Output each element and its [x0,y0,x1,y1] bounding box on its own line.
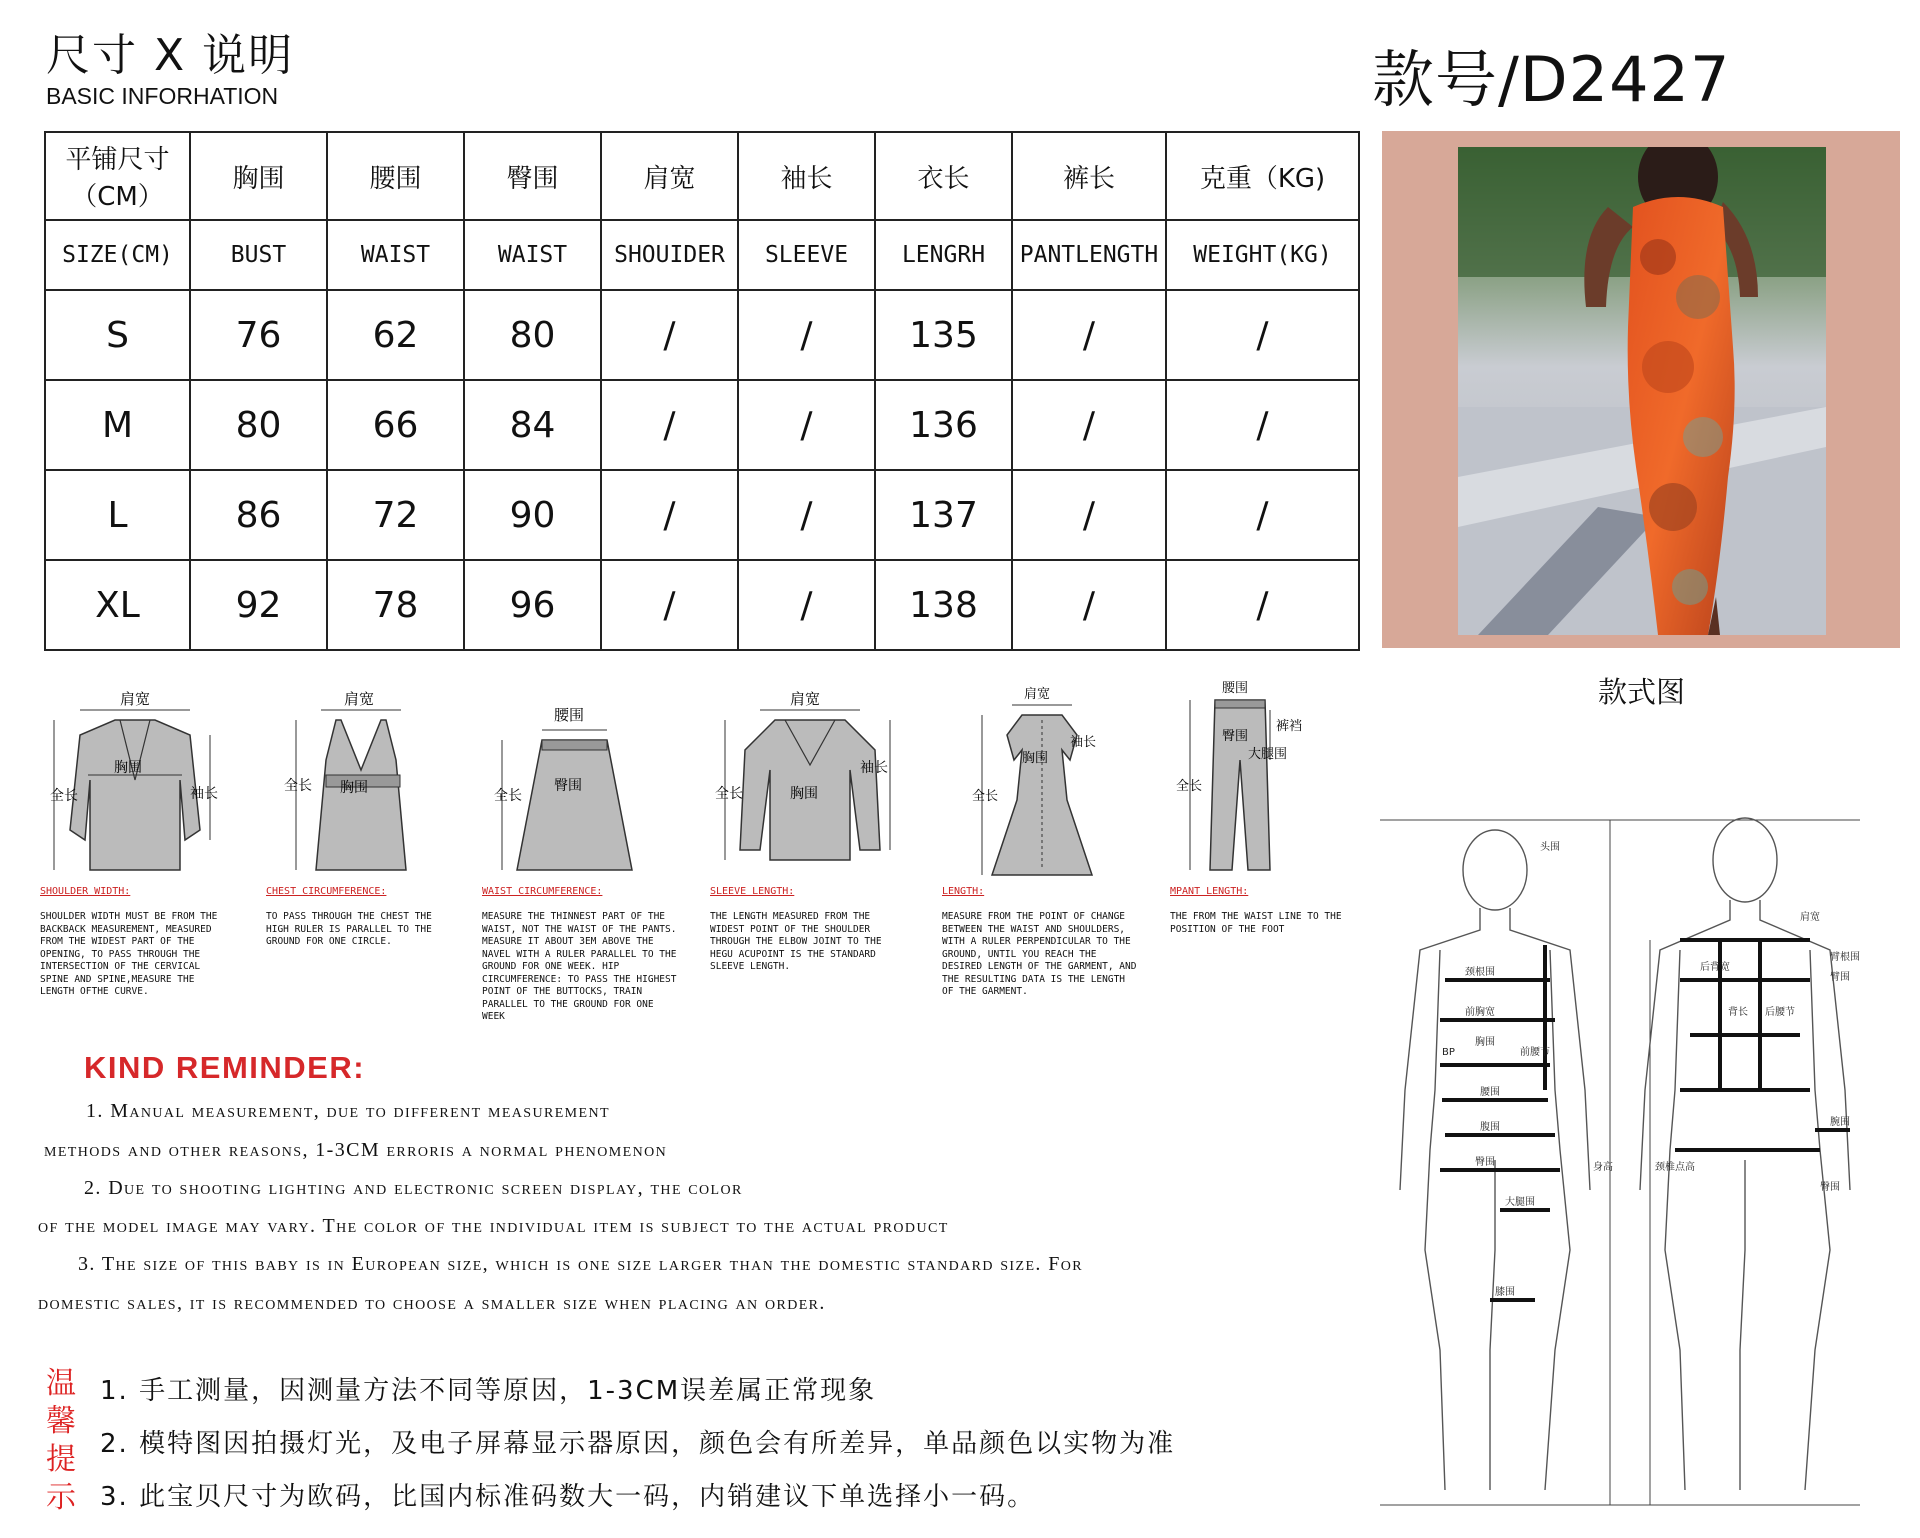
table-cell: 80 [190,380,327,470]
diagram-title: SHOULDER WIDTH: [40,886,131,897]
header-cell: 袖长 [738,132,875,220]
header-cell: SHOUIDER [601,220,738,290]
table-cell: / [601,560,738,650]
table-cell: 76 [190,290,327,380]
table-cell: XL [45,560,190,650]
svg-text:BP: BP [1442,1047,1455,1058]
table-cell: 72 [327,470,464,560]
table-cell: / [1166,470,1359,560]
reminder-title: KIND REMINDER: [84,1050,366,1085]
svg-text:臀围: 臀围 [554,778,582,794]
svg-text:肩宽: 肩宽 [344,690,375,708]
svg-text:袖长: 袖长 [860,760,888,776]
svg-text:身高: 身高 [1593,1162,1613,1173]
cn-reminder-label: 温馨提示 [46,1366,76,1515]
table-cell: 84 [464,380,601,470]
cn-reminder-line: 2. 模特图因拍摄灯光，及电子屏幕显示器原因，颜色会有所差异，单品颜色以实物为准 [100,1429,1176,1459]
skirt-icon [482,680,682,880]
svg-text:裤裆: 裤裆 [1276,719,1303,734]
svg-text:袖长: 袖长 [1070,735,1097,750]
body-measurement-figure [1360,790,1880,1525]
jacket-icon [40,680,230,880]
svg-text:全长: 全长 [972,789,999,804]
svg-text:腕围: 腕围 [1830,1117,1850,1128]
diagram-waist [482,680,682,1024]
table-cell: 96 [464,560,601,650]
table-cell: 80 [464,290,601,380]
reminder-line: of the model image may vary. The color of the individual item is subject to the actual product [38,1215,949,1237]
svg-text:胸围: 胸围 [1022,751,1049,766]
diagram-desc: MEASURE FROM THE POINT OF CHANGE BETWEEN THE WAIST AND SHOULDERS, WITH A RULER PERPENDICULAR TO THE GROUND, UNTIL YOU REACH THE DESIRED LENGTH OF THE GARMENT, AND THE RESULTING DATA IS THE LENGTH OF THE GARMENT. [942,911,1137,997]
header-cell: 胸围 [190,132,327,220]
diagram-shoulder-width [40,680,230,999]
svg-text:胸围: 胸围 [114,760,142,776]
diagram-desc: THE FROM THE WAIST LINE TO THE POSITION OF THE FOOT [1170,911,1342,935]
long-sleeve-top-icon [710,680,910,880]
table-cell: / [1012,380,1166,470]
header-cell: 肩宽 [601,132,738,220]
table-row [45,290,1359,380]
header-cell: 臀围 [464,132,601,220]
svg-text:后腰节: 后腰节 [1765,1007,1795,1018]
header-cell: 裤长 [1012,132,1166,220]
diagram-title: MPANT LENGTH: [1170,886,1249,897]
table-cell: 137 [875,470,1012,560]
svg-text:颈根围: 颈根围 [1465,967,1495,978]
svg-text:前胸宽: 前胸宽 [1465,1007,1495,1018]
table-cell: / [1012,470,1166,560]
svg-text:全长: 全长 [1176,779,1203,794]
table-cell: / [601,290,738,380]
cn-reminder-line: 3. 此宝贝尺寸为欧码，比国内标准码数大一码，内销建议下单选择小一码。 [100,1482,1036,1512]
svg-text:腰围: 腰围 [1480,1087,1500,1098]
svg-text:颈椎点高: 颈椎点高 [1655,1162,1695,1173]
header-cell: SLEEVE [738,220,875,290]
header-cell: WEIGHT(KG) [1166,220,1359,290]
svg-text:膝围: 膝围 [1495,1287,1515,1298]
table-header-cn [45,132,1359,220]
page-title: 尺寸 X 说明 [46,30,295,81]
table-row [45,560,1359,650]
table-cell: 66 [327,380,464,470]
header-cell: BUST [190,220,327,290]
header-cell: 克重（KG) [1166,132,1359,220]
photo-caption: 款式图 [1598,675,1686,709]
page-subtitle: BASIC INFORHATION [46,83,279,109]
table-cell: M [45,380,190,470]
svg-text:头围: 头围 [1540,842,1560,853]
header-cell: SIZE(CM) [45,220,190,290]
tank-top-icon [266,680,456,880]
table-cell: / [738,380,875,470]
table-cell: / [1012,290,1166,380]
size-table [44,131,1360,651]
diagram-pant-length [1170,680,1370,936]
svg-text:全长: 全长 [494,788,522,804]
header-cell: 衣长 [875,132,1012,220]
table-cell: / [1166,290,1359,380]
table-cell: 138 [875,560,1012,650]
table-cell: 62 [327,290,464,380]
reminder-line: methods and other reasons, 1-3CM erroris a normal phenomenon [44,1139,668,1161]
body-diagram-icon [1360,790,1880,1525]
reminder-line: 1. Manual measurement, due to different measurement [86,1100,610,1122]
svg-text:臀围: 臀围 [1475,1157,1495,1168]
header-cell: 腰围 [327,132,464,220]
diagram-desc: MEASURE THE THINNEST PART OF THE WAIST, NOT THE WAIST OF THE PANTS. MEASURE IT ABOUT 3EM ABOVE THE NAVEL WITH A RULER PARALLEL TO THE GROUND FOR ONE WEEK. HIP CIRCUMFERENCE: TO PASS THE HIGHEST POINT OF THE BUTTOCKS, TRAIN PARALLEL TO THE GROUND FOR ONE WEEK [482,911,677,1022]
table-cell: 78 [327,560,464,650]
svg-text:大腿围: 大腿围 [1505,1197,1535,1208]
svg-text:背长: 背长 [1728,1007,1748,1018]
svg-text:腹围: 腹围 [1480,1122,1500,1133]
table-row [45,470,1359,560]
table-row [45,380,1359,470]
table-cell: / [738,290,875,380]
diagram-desc: TO PASS THROUGH THE CHEST THE HIGH RULER IS PARALLEL TO THE GROUND FOR ONE CIRCLE. [266,911,432,947]
cn-reminder-line: 1. 手工测量，因测量方法不同等原因，1-3CM误差属正常现象 [100,1376,877,1406]
header-cell: WAIST [464,220,601,290]
header-cell: 平铺尺寸（CM） [45,132,190,220]
svg-text:前腰节: 前腰节 [1520,1047,1550,1058]
reminder-line: 2. Due to shooting lighting and electronic screen display, the color [84,1177,743,1199]
svg-text:袖长: 袖长 [190,786,218,802]
svg-text:全长: 全长 [50,788,78,804]
table-header-en [45,220,1359,290]
table-cell: 86 [190,470,327,560]
diagram-desc: SHOULDER WIDTH MUST BE FROM THE BACKBACK MEASUREMENT, MEASURED FROM THE WIDEST PART OF THE OPENING, TO PASS THROUGH THE INTERSECTION OF THE CERVICAL SPINE AND SPINE,MEASURE THE LENGTH OFTHE CURVE. [40,911,218,997]
diagram-length [942,680,1142,999]
table-cell: L [45,470,190,560]
table-cell: 135 [875,290,1012,380]
header-cell: PANTLENGTH [1012,220,1166,290]
table-cell: 90 [464,470,601,560]
svg-text:肩宽: 肩宽 [1800,912,1820,923]
diagram-sleeve [710,680,910,974]
table-cell: / [601,470,738,560]
table-cell: / [1166,380,1359,470]
table-cell: / [1166,560,1359,650]
diagram-title: LENGTH: [942,886,985,897]
svg-text:腰围: 腰围 [1222,681,1249,696]
diagram-title: CHEST CIRCUMFERENCE: [266,886,387,897]
table-cell: / [738,560,875,650]
svg-text:臂根围: 臂根围 [1830,952,1860,963]
svg-text:后背宽: 后背宽 [1700,962,1730,973]
svg-text:肩宽: 肩宽 [120,690,151,708]
svg-text:胸围: 胸围 [1475,1037,1495,1048]
diagram-chest [266,680,456,949]
svg-text:胸围: 胸围 [340,780,368,796]
table-cell: 136 [875,380,1012,470]
header-cell: LENGRH [875,220,1012,290]
table-cell: / [601,380,738,470]
reminder-line: domestic sales, it is recommended to choose a smaller size when placing an order. [38,1292,826,1314]
diagram-desc: THE LENGTH MEASURED FROM THE WIDEST POINT OF THE SHOULDER THROUGH THE ELBOW JOINT TO THE HEGU ACUPOINT IS THE STANDARD SLEEVE LENGTH. [710,911,882,972]
svg-text:胸围: 胸围 [790,786,818,802]
svg-text:臂围: 臂围 [1830,972,1850,983]
svg-text:肩宽: 肩宽 [1024,687,1051,702]
svg-text:大腿围: 大腿围 [1248,747,1288,762]
model-dress-image [1458,147,1826,635]
table-cell: S [45,290,190,380]
dress-icon [942,680,1142,880]
table-cell: / [738,470,875,560]
style-number: 款号/D2427 [1372,43,1731,116]
table-cell: / [1012,560,1166,650]
diagram-title: SLEEVE LENGTH: [710,886,795,897]
diagram-title: WAIST CIRCUMFERENCE: [482,886,603,897]
product-photo [1458,147,1826,635]
reminder-line: 3. The size of this baby is in European size, which is one size larger than the domestic standard size. For [78,1253,1083,1275]
svg-text:臀围: 臀围 [1222,729,1249,744]
svg-text:腰围: 腰围 [554,706,585,724]
pants-icon [1170,680,1370,880]
table-cell: 92 [190,560,327,650]
svg-text:臀围: 臀围 [1820,1182,1840,1193]
svg-text:全长: 全长 [284,778,312,794]
svg-text:肩宽: 肩宽 [790,690,821,708]
header-cell: WAIST [327,220,464,290]
svg-text:全长: 全长 [715,786,743,802]
